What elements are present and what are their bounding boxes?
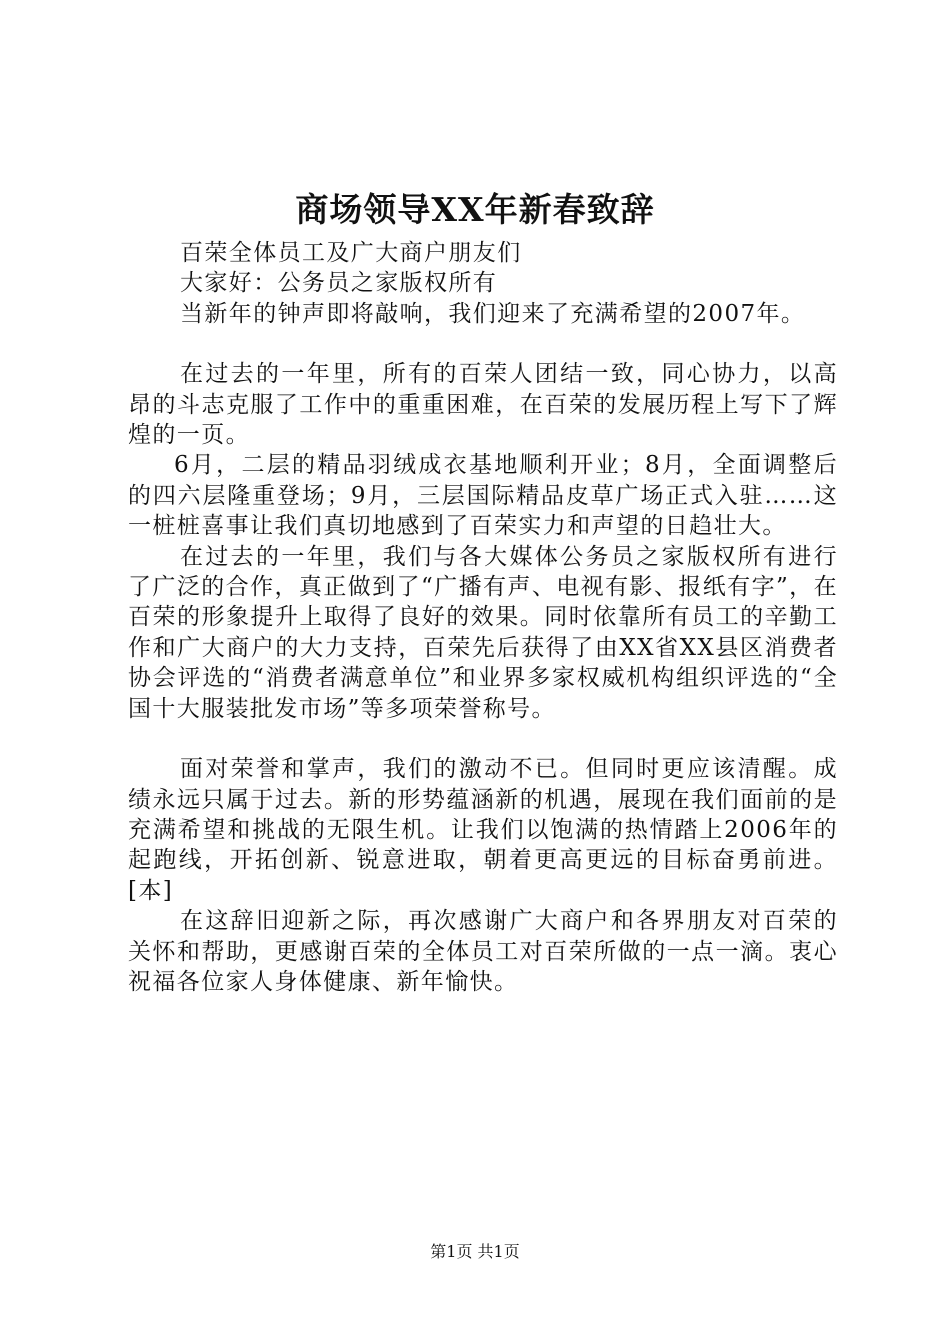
paragraph-milestones: 6月，二层的精品羽绒成衣基地顺利开业；8月，全面调整后的四六层隆重登场；9月，三层国际精品皮草广场正式入驻……这一桩桩喜事让我们真切地感到了百荣实力和声望的日趋壮大。: [128, 452, 838, 540]
document-body: [128, 238, 838, 997]
paragraph-thanks: 在这辞旧迎新之际，再次感谢广大商户和各界朋友对百荣的关怀和帮助，更感谢百荣的全体员工对百荣所做的一点一滴。衷心祝福各位家人身体健康、新年愉快。: [128, 908, 838, 995]
paragraph-salutation: 百荣全体员工及广大商户朋友们: [180, 240, 522, 266]
paragraph-media-cooperation: 在过去的一年里，我们与各大媒体公务员之家版权所有进行了广泛的合作，真正做到了“广播有声、电视有影、报纸有字”，在百荣的形象提升上取得了良好的效果。同时依靠所有员工的辛勤工作和广大商户的大力支持，百荣先后获得了由XX省XX县区消费者协会评选的“消费者满意单位”和业界多家权威机构组织评选的“全国十大服装批发市场”等多项荣誉称号。: [128, 543, 838, 722]
document-title: 商场领导XX年新春致辞: [295, 190, 655, 229]
paragraph-intro: 当新年的钟声即将敲响，我们迎来了充满希望的2007年。: [180, 300, 806, 327]
paragraph-past-year: 在过去的一年里，所有的百荣人团结一致，同心协力，以高昂的斗志克服了工作中的重重困难，在百荣的发展历程上写下了辉煌的一页。: [128, 361, 838, 449]
paragraph-future: 面对荣誉和掌声，我们的激动不已。但同时更应该清醒。成绩永远只属于过去。新的形势蕴涵新的机遇，展现在我们面前的是充满希望和挑战的无限生机。让我们以饱满的热情踏上2006年的起跑线，开拓创新、锐意进取，朝着更高更远的目标奋勇前进。[本]: [128, 756, 838, 904]
paragraph-greeting: 大家好：公务员之家版权所有: [180, 270, 498, 297]
page-footer: 第1页 共1页: [430, 1242, 520, 1261]
